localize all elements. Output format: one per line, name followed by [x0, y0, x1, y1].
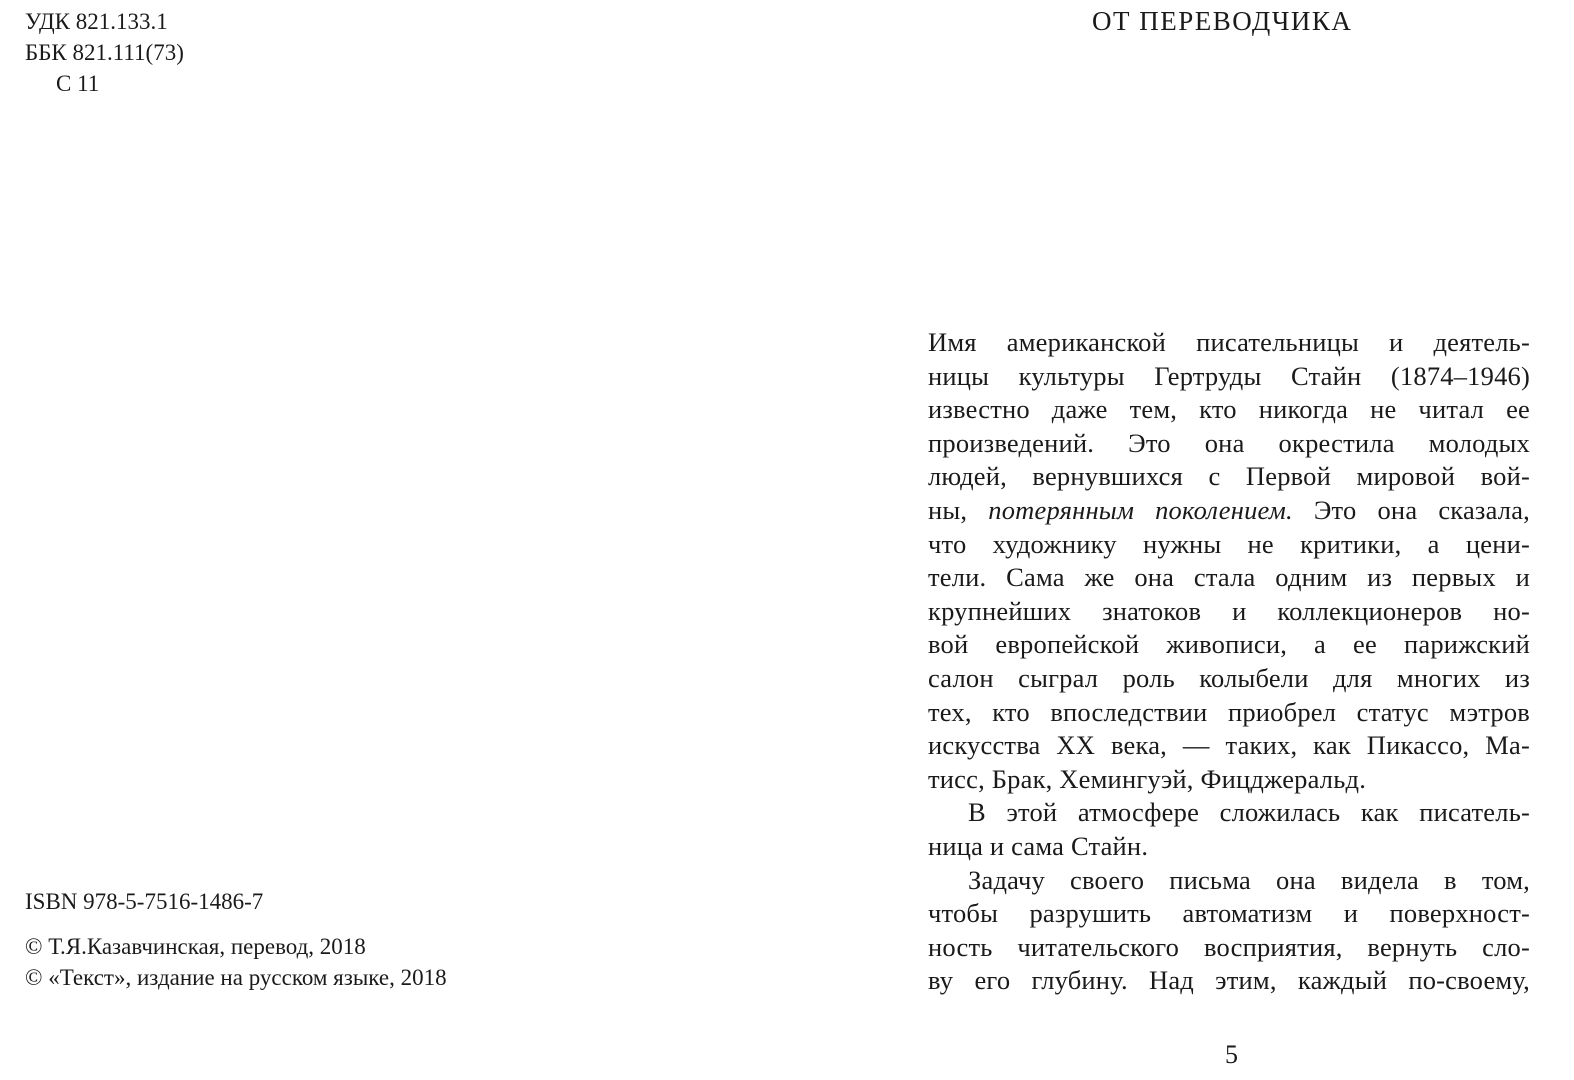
page-title: ОТ ПЕРЕВОДЧИКА: [1092, 6, 1353, 36]
text-line: что художнику нужны не критики, а цени-: [928, 528, 1530, 559]
author-mark: С 11: [56, 71, 100, 96]
text-line: ницы культуры Гертруды Стайн (1874–1946): [928, 360, 1530, 391]
udk-code: УДК 821.133.1: [25, 9, 168, 34]
copyright-translation: © Т.Я.Казавчинская, перевод, 2018: [25, 934, 366, 959]
page-number: 5: [1225, 1040, 1238, 1069]
imprint-block: [25, 886, 447, 993]
classification-block: [25, 6, 184, 99]
text-line: тели. Сама же она стала одним из первых и: [928, 562, 1530, 593]
text-line: искусства XX века, — таких, как Пикассо, Ма-: [928, 730, 1530, 761]
text-line: людей, вернувшихся с Первой мировой вой-: [928, 461, 1530, 492]
copyright-edition: © «Текст», издание на русском языке, 2018: [25, 965, 447, 990]
emphasis-lost-generation: потерянным поколением.: [988, 494, 1293, 525]
bbk-code: ББК 821.111(73): [25, 40, 184, 65]
text-line: чтобы разрушить автоматизм и поверхност-: [928, 898, 1530, 929]
text-line: Имя американской писательницы и деятель-: [928, 327, 1530, 357]
text-line: ны, потерянным поколением. Это она сказала,: [928, 494, 1531, 525]
text-line: произведений. Это она окрестила молодых: [928, 427, 1530, 458]
text-line: ность читательского восприятия, вернуть сло-: [928, 931, 1530, 962]
text-line: тисс, Брак, Хемингуэй, Фицджеральд.: [928, 763, 1367, 794]
text-line: ница и сама Стайн.: [928, 830, 1149, 861]
text-line: тех, кто впоследствии приобрел статус мэтров: [928, 696, 1530, 727]
body-text: [928, 326, 1530, 998]
text-line: ву его глубину. Над этим, каждый по-своему,: [928, 965, 1530, 996]
text-line: вой европейской живописи, а ее парижский: [928, 629, 1530, 660]
text-line: салон сыграл роль колыбели для многих из: [928, 662, 1530, 693]
text-line: известно даже тем, кто никогда не читал ее: [928, 394, 1530, 425]
text-line: В этой атмосфере сложилась как писатель-: [968, 797, 1530, 828]
text-line: крупнейших знатоков и коллекционеров но-: [928, 595, 1530, 626]
isbn: ISBN 978-5-7516-1486-7: [25, 889, 264, 914]
text-line: Задачу своего письма она видела в том,: [968, 864, 1530, 895]
right-page-text: [787, 0, 1574, 1080]
